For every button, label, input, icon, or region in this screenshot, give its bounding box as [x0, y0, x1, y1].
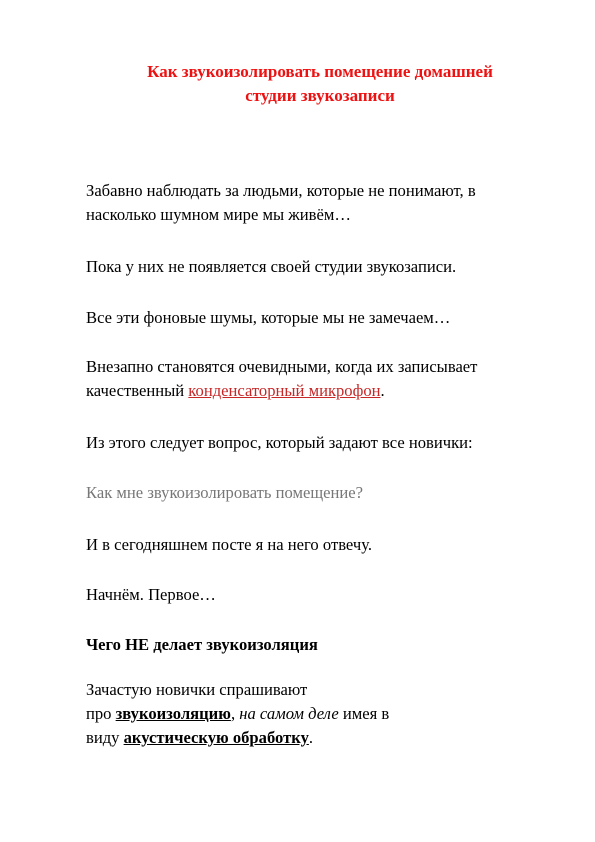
- soundproofing-comma: ,: [230, 704, 240, 723]
- title-line-2: студии звукозаписи: [245, 86, 395, 105]
- soundproofing-link[interactable]: звукоизоляцию: [115, 704, 231, 723]
- soundproofing-suffix: имея в: [338, 704, 390, 723]
- paragraph-intro-line-2: насколько шумном мире мы живём…: [86, 205, 351, 224]
- actually-italic: на самом деле: [239, 704, 339, 723]
- treatment-prefix: виду: [86, 728, 124, 747]
- paragraph-question-intro: Из этого следует вопрос, который задают все новички:: [86, 433, 473, 452]
- paragraph-question: Как мне звукоизолировать помещение?: [86, 483, 364, 502]
- paragraph-soundproofing: [86, 678, 389, 750]
- paragraph-microphone-line-1: Внезапно становятся очевидными, когда их записывает: [86, 357, 478, 376]
- microphone-prefix: качественный: [86, 381, 189, 400]
- paragraph-intro-line-1: Забавно наблюдать за людьми, которые не понимают, в: [86, 181, 476, 200]
- title-line-1: Как звукоизолировать помещение домашней: [147, 62, 493, 81]
- treatment-suffix: .: [308, 728, 314, 747]
- paragraph-answer: И в сегодняшнем посте я на него отвечу.: [86, 535, 373, 554]
- document-title: [0, 60, 595, 108]
- paragraph-microphone-line-2: [86, 379, 477, 403]
- paragraph-background-noise: Все эти фоновые шумы, которые мы не замечаем…: [86, 308, 451, 327]
- microphone-suffix: .: [380, 381, 385, 400]
- paragraph-soundproofing-line-2: [86, 702, 389, 726]
- paragraph-start: Начнём. Первое…: [86, 585, 216, 604]
- paragraph-intro: [86, 179, 476, 227]
- paragraph-studio: Пока у них не появляется своей студии звукозаписи.: [86, 257, 457, 276]
- section-heading: Чего НЕ делает звукоизоляция: [86, 635, 318, 654]
- condenser-microphone-link[interactable]: конденсаторный микрофон: [188, 381, 381, 400]
- soundproofing-prefix: про: [86, 704, 116, 723]
- paragraph-microphone: [86, 355, 477, 403]
- acoustic-treatment-link[interactable]: акустическую обработку: [123, 728, 309, 747]
- paragraph-soundproofing-line-3: [86, 726, 389, 750]
- paragraph-soundproofing-line-1: Зачастую новички спрашивают: [86, 680, 308, 699]
